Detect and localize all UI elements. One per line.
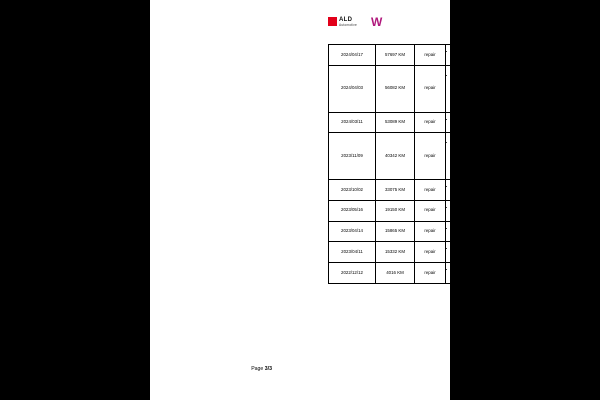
cell-type: repair — [415, 180, 446, 201]
maintenance-history-table — [328, 44, 598, 284]
description-item: • 45.000 Km - NVT — [455, 72, 526, 78]
cell-date: 2024/04/17 — [329, 45, 376, 66]
workshop-item: • Euromaster Bandenservice B.V. (CSC), , — [538, 246, 595, 259]
description-item: - Vervangen — [455, 166, 479, 172]
table-body — [329, 45, 598, 284]
cell-date: 2023/10/02 — [329, 180, 376, 201]
description-item: - Uitvoeren — [455, 252, 477, 258]
cell-date: 2023/04/14 — [329, 221, 376, 242]
cell-workshop — [529, 221, 598, 242]
cell-mileage: 57697 KM — [376, 45, 415, 66]
cell-type: repair — [415, 221, 446, 242]
description-item: - Uitvoeren Int luchtfilter - versleten — [455, 146, 524, 152]
description-list — [448, 48, 526, 61]
cell-date: 2024/03/11 — [329, 112, 376, 133]
cell-date: 2023/05/16 — [329, 200, 376, 221]
cell-mileage: 40342 KM — [376, 133, 415, 180]
description-list — [448, 266, 526, 279]
cell-mileage: 4016 KM — [376, 263, 415, 284]
description-item: • Olie bijvullen - NVT — [455, 225, 526, 231]
cell-date: 2023/04/11 — [329, 242, 376, 263]
workshop-item: • Bosch Car Service Van Loon B.V. , , — [538, 69, 595, 82]
workshop-item: • Bosch Car Service Van Loon B.V. , , — [538, 204, 595, 217]
table-row — [329, 180, 598, 201]
page-label: Page — [251, 366, 264, 372]
workshop-list — [531, 69, 595, 108]
table-row — [329, 221, 598, 242]
cell-workshop — [529, 112, 598, 133]
ald-square-icon — [328, 17, 337, 26]
page-footer — [251, 366, 272, 372]
workshop-item: • Bosch Car Service Van Loon B.V. , , — [538, 95, 595, 108]
description-item: • Seizoenswissel - NVT — [455, 183, 526, 189]
table-row — [329, 65, 598, 112]
cell-mileage: 56082 KM — [376, 65, 415, 112]
cell-workshop — [529, 263, 598, 284]
cell-mileage: 15332 KM — [376, 242, 415, 263]
description-item: • 15.000 Km - NVT — [455, 204, 526, 210]
table-row — [329, 45, 598, 66]
cell-description — [446, 221, 529, 242]
workshop-item: • Bosch Car Service Van Loon B.V. , , — [538, 136, 595, 149]
workshop-list — [531, 116, 595, 129]
workshop-list — [531, 266, 595, 279]
workshop-list — [531, 246, 595, 259]
cell-workshop — [529, 180, 598, 201]
workshop-item: • Euromaster Bandenservice B.V. (CSC), , — [538, 116, 595, 129]
cell-workshop — [529, 242, 598, 263]
cell-date: 2022/12/12 — [329, 263, 376, 284]
description-item: - Uitvoeren — [455, 272, 477, 278]
workshop-item: • Bosch Car Service Van Loon B.V. , , — [538, 163, 595, 176]
table-row — [329, 263, 598, 284]
ald-brand-name: ALD — [339, 16, 353, 23]
description-list — [448, 225, 526, 238]
cell-description — [446, 200, 529, 221]
cell-date: 2024/04/03 — [329, 65, 376, 112]
cell-type: repair — [415, 65, 446, 112]
cell-description — [446, 45, 529, 66]
workshop-item: • Euromaster Bandenservice B.V. (CSC), , — [538, 48, 595, 61]
description-item: - Vervangen — [455, 98, 479, 104]
cell-type: repair — [415, 200, 446, 221]
description-item: - Vervangen Ruitenw.blad A - versleten — [455, 85, 512, 97]
description-list — [448, 139, 526, 172]
description-item: • 30.000 Km - NVT — [455, 139, 526, 145]
cell-description — [446, 242, 529, 263]
cell-description — [446, 65, 529, 112]
cell-mileage: 15865 KM — [376, 221, 415, 242]
page-total: 3 — [269, 366, 272, 372]
table-row — [329, 200, 598, 221]
cell-mileage: 19150 KM — [376, 200, 415, 221]
cell-type: repair — [415, 242, 446, 263]
description-item: - Bijvullen/-laden — [455, 231, 488, 237]
cell-type: repair — [415, 45, 446, 66]
workshop-list — [531, 225, 595, 238]
description-item: - Uitvoeren — [455, 189, 477, 195]
description-list — [448, 116, 526, 129]
workshop-item: • Euromaster Bandenservice B.V. (CSC), , — [538, 183, 595, 196]
description-item: • Seizoenswissel - NVT — [455, 266, 526, 272]
cell-mileage: 53089 KM — [376, 112, 415, 133]
description-item: - Uitvoeren — [455, 54, 477, 60]
workshop-list — [531, 48, 595, 61]
ald-brand-subtitle: Automotive — [339, 22, 357, 27]
workshop-list — [531, 183, 595, 196]
cell-description — [446, 133, 529, 180]
cell-type: repair — [415, 112, 446, 133]
description-item: • Bandwerkingen - NVT — [455, 48, 526, 54]
cell-workshop — [529, 65, 598, 112]
workshop-list — [531, 136, 595, 175]
partner-logo-icon: W — [370, 15, 383, 29]
description-list — [448, 245, 526, 258]
description-list — [448, 183, 526, 196]
description-item: • Seizoenswissel - NVT — [455, 245, 526, 251]
table-row — [329, 112, 598, 133]
cell-mileage: 33075 KM — [376, 180, 415, 201]
cell-description — [446, 112, 529, 133]
cell-type: repair — [415, 133, 446, 180]
description-item: • Seizoenswissel - NVT — [455, 116, 526, 122]
description-list — [448, 204, 526, 217]
page-separator: / — [267, 366, 270, 372]
cell-description — [446, 180, 529, 201]
workshop-item: • Bosch Car Service Van Loon B.V. , , — [538, 225, 595, 238]
description-item: - Uitvoeren — [455, 122, 477, 128]
cell-type: repair — [415, 263, 446, 284]
cell-description — [446, 263, 529, 284]
document-page — [150, 0, 595, 400]
cell-workshop — [529, 133, 598, 180]
cell-workshop — [529, 45, 598, 66]
cell-workshop — [529, 200, 598, 221]
cell-date: 2023/11/09 — [329, 133, 376, 180]
ald-logo — [328, 17, 357, 27]
table-row — [329, 242, 598, 263]
workshop-item: • Euromaster Bandenservice B.V. (CSC), , — [538, 266, 595, 279]
page-current: 3 — [264, 366, 268, 372]
table-row — [329, 133, 598, 180]
workshop-item: • Bosch Car Service Van Loon B.V. , , — [538, 150, 595, 163]
document-header-logos — [328, 14, 418, 30]
description-item: - Uitvoeren Luchtfilter - versleten — [455, 78, 519, 84]
description-list — [448, 72, 526, 105]
ald-wordmark — [339, 17, 357, 27]
description-item: - Uitvoeren — [455, 210, 477, 216]
description-item: - Vervangen Ruitenw.blad V. - versleten — [455, 152, 513, 165]
workshop-item: • Bosch Car Service Van Loon B.V. , , — [538, 82, 595, 95]
workshop-list — [531, 204, 595, 217]
